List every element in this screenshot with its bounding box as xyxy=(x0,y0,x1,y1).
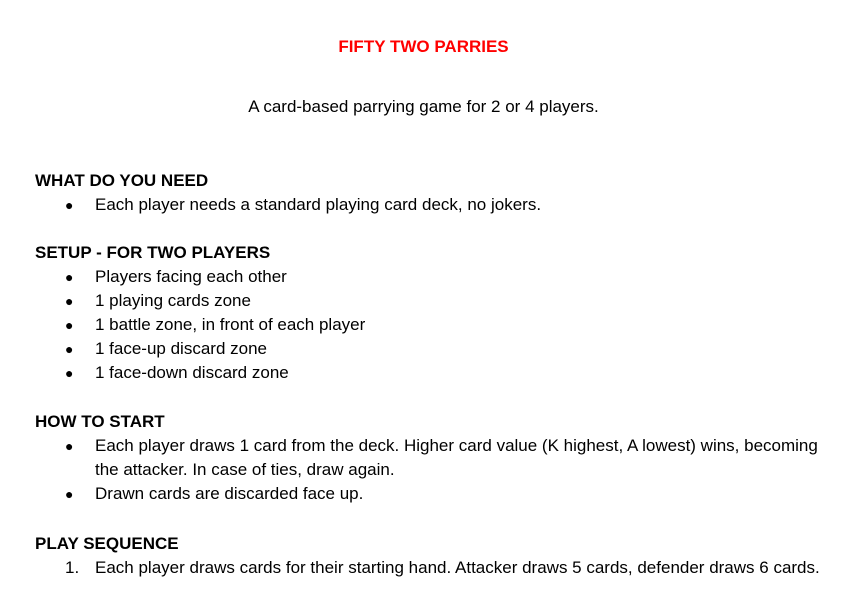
bullet-icon: ● xyxy=(65,341,74,357)
list-item-text: 1 face-down discard zone xyxy=(95,363,289,382)
list-item xyxy=(35,289,825,313)
bullet-icon: ● xyxy=(65,197,74,213)
list-item xyxy=(35,337,825,361)
bullet-list xyxy=(35,434,825,506)
list-item-text: Each player draws 1 card from the deck. Higher card value (K highest, A lowest) wins, becoming the attacker. In case of ties, draw again. xyxy=(95,436,818,479)
document-title: FIFTY TWO PARRIES xyxy=(338,37,509,56)
section-heading: SETUP - FOR TWO PLAYERS xyxy=(35,243,271,262)
bullet-icon: ● xyxy=(65,293,74,309)
list-number: 1. xyxy=(65,558,80,577)
list-item xyxy=(35,193,825,217)
bullet-list xyxy=(35,265,825,385)
bullet-icon: ● xyxy=(65,486,74,502)
list-item xyxy=(35,265,825,289)
section-play-sequence xyxy=(35,532,825,580)
bullet-icon: ● xyxy=(65,269,74,285)
list-item xyxy=(35,556,825,580)
section-heading: HOW TO START xyxy=(35,412,165,431)
numbered-list xyxy=(35,556,825,580)
section-heading: PLAY SEQUENCE xyxy=(35,534,179,553)
list-item xyxy=(35,313,825,337)
document-subtitle: A card-based parrying game for 2 or 4 players. xyxy=(248,97,599,116)
section-how-to-start xyxy=(35,410,825,506)
list-item xyxy=(35,361,825,385)
list-item-text: 1 face-up discard zone xyxy=(95,339,267,358)
list-item-text: Players facing each other xyxy=(95,267,287,286)
bullet-icon: ● xyxy=(65,317,74,333)
list-item xyxy=(35,482,825,506)
list-item-text: Each player needs a standard playing card deck, no jokers. xyxy=(95,195,542,214)
list-item-text: 1 battle zone, in front of each player xyxy=(95,315,366,334)
bullet-icon: ● xyxy=(65,365,74,381)
list-item-text: Each player draws cards for their starting hand. Attacker draws 5 cards, defender draws 6 cards. xyxy=(95,558,820,577)
list-item xyxy=(35,434,825,482)
bullet-icon: ● xyxy=(65,438,74,454)
section-what-do-you-need xyxy=(35,169,825,217)
list-item-text: Drawn cards are discarded face up. xyxy=(95,484,364,503)
list-item-text: 1 playing cards zone xyxy=(95,291,251,310)
bullet-list xyxy=(35,193,825,217)
section-setup xyxy=(35,241,825,385)
section-heading: WHAT DO YOU NEED xyxy=(35,171,209,190)
